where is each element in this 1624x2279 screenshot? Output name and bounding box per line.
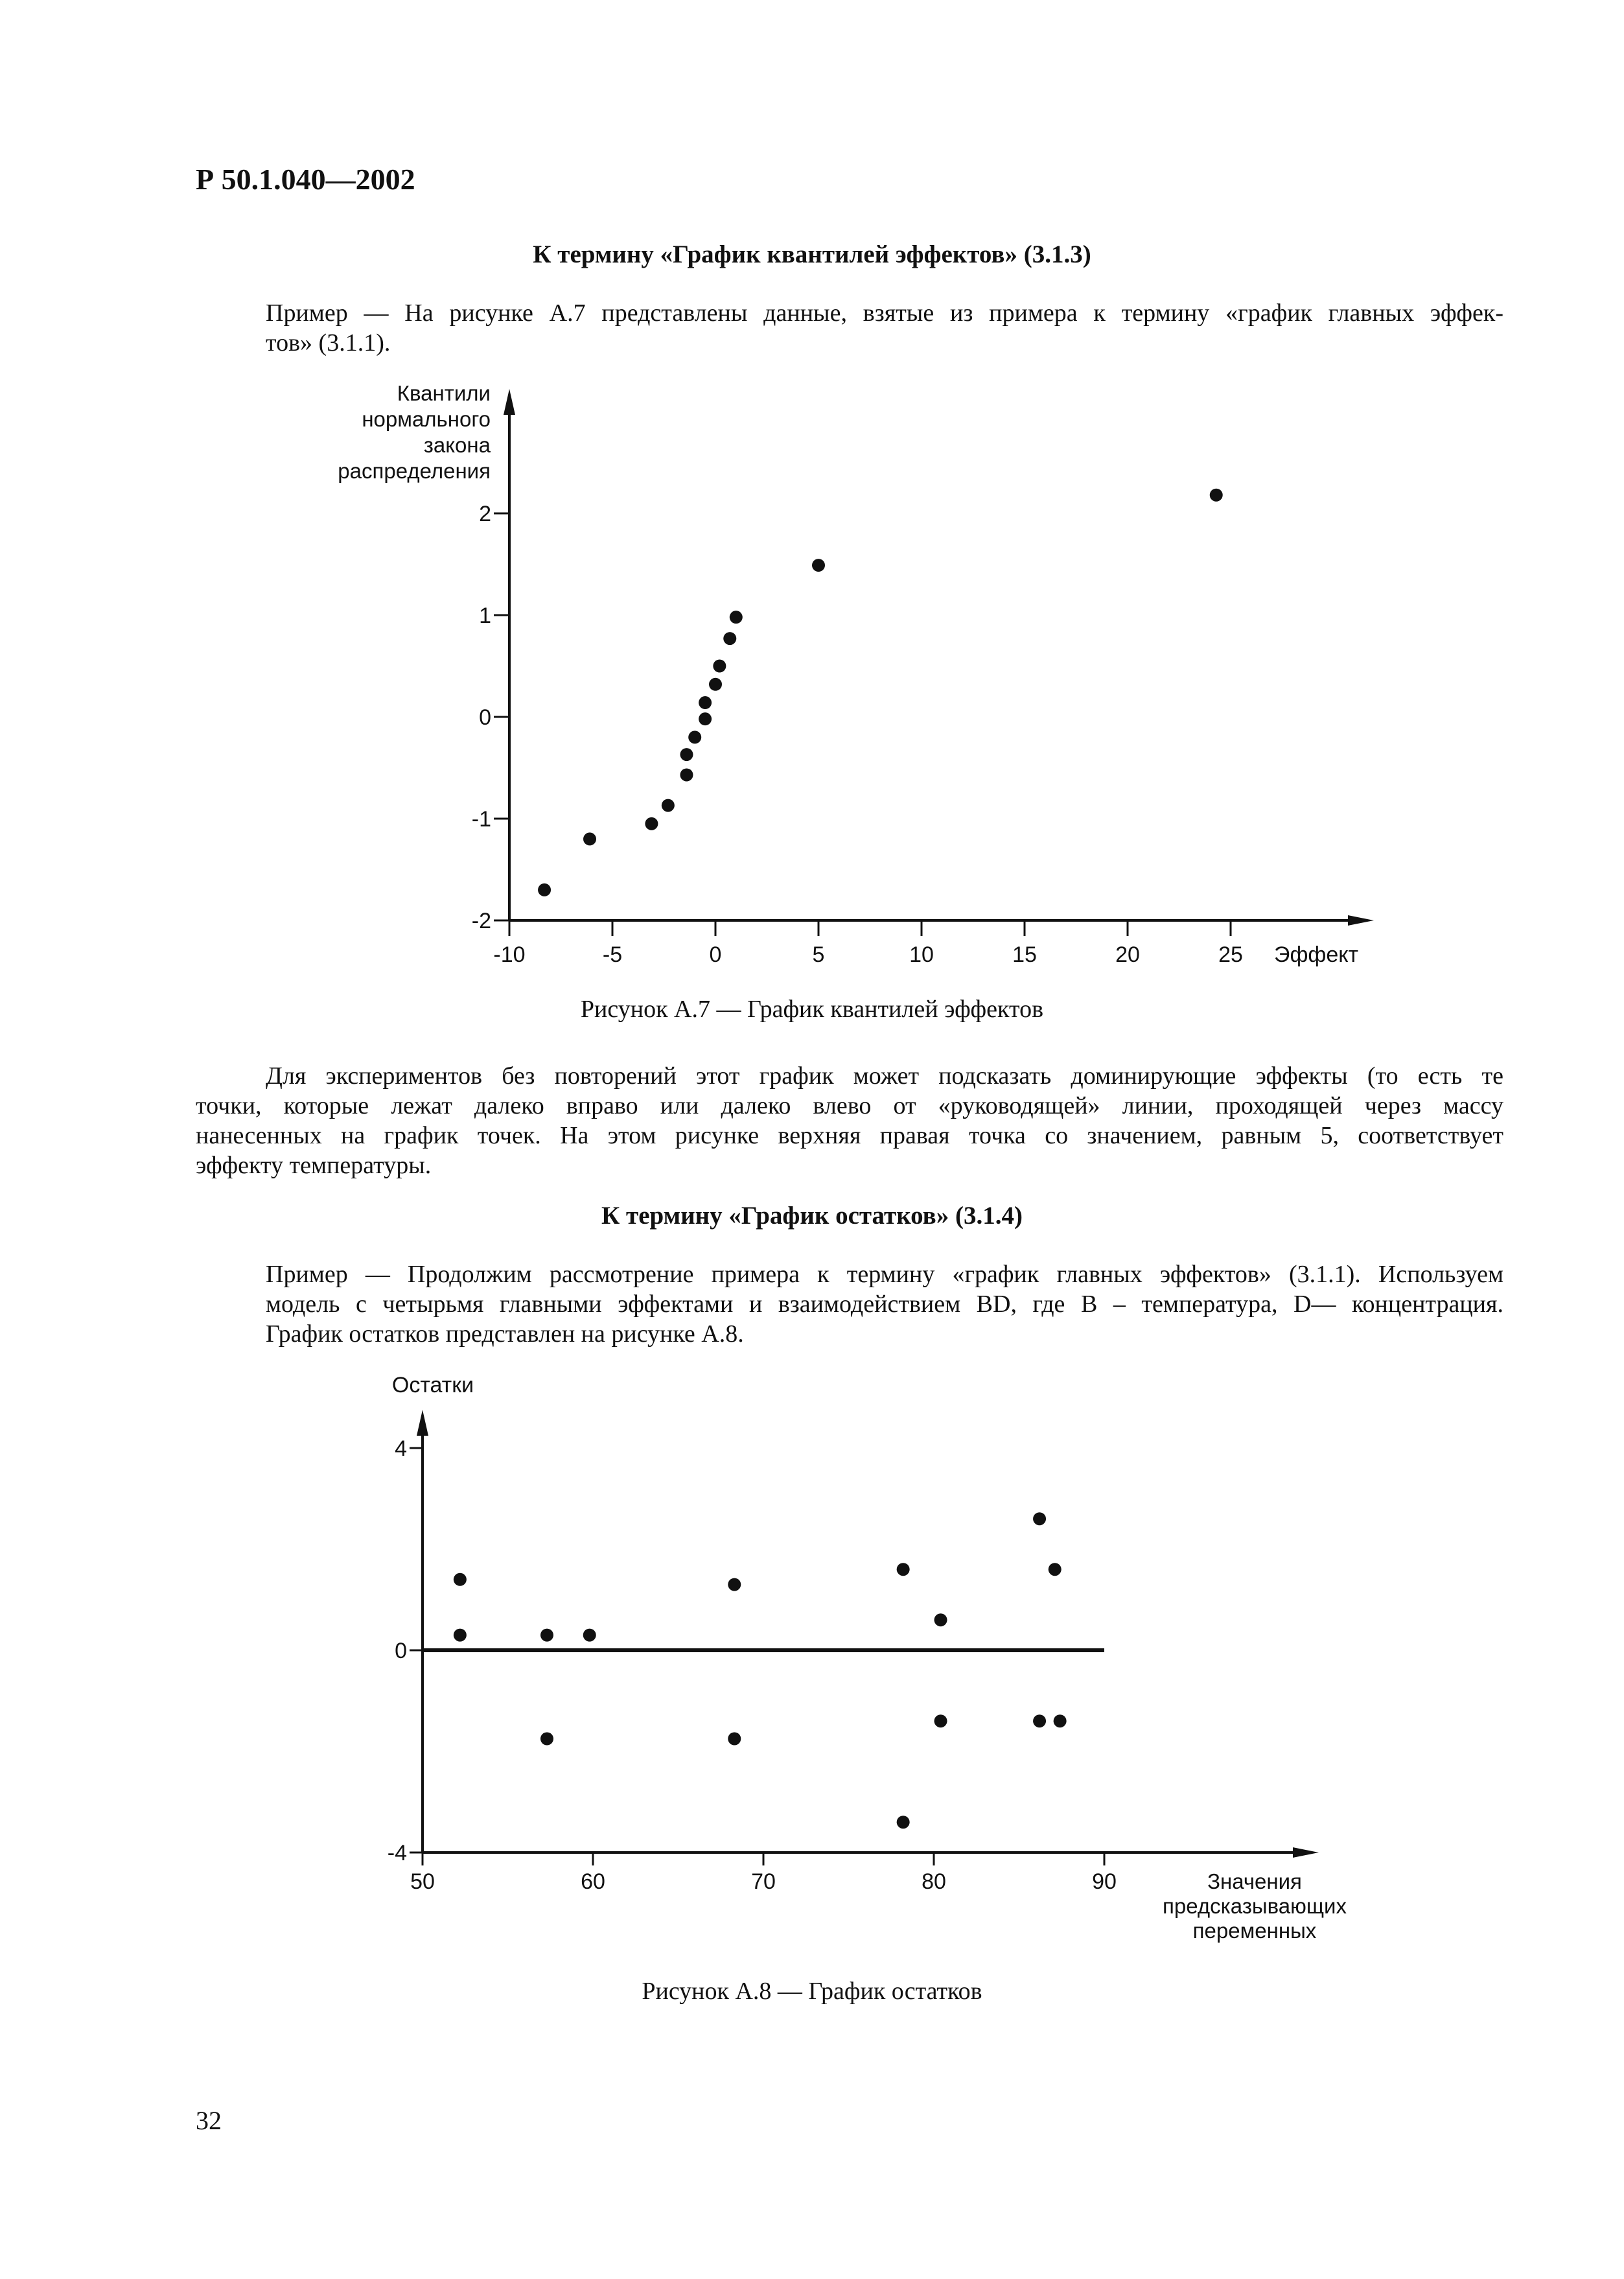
data-point [1049, 1563, 1061, 1576]
section-heading-residuals: К термину «График остатков» (3.1.4) [601, 1202, 1023, 1230]
data-point [897, 1563, 910, 1576]
data-point [897, 1816, 910, 1829]
x-axis-label: Эффект [1274, 942, 1359, 967]
y-axis-label-line: нормального [362, 407, 491, 431]
x-tick-label: 70 [751, 1869, 776, 1894]
text-line: Пример — На рисунке А.7 представлены данные, взятые из примера к термину «график главных эффек- [266, 299, 1503, 327]
x-axis-label-line: Значения [1207, 1869, 1302, 1893]
x-tick-label: 20 [1115, 942, 1140, 967]
data-point [934, 1714, 947, 1727]
text-line: точки, которые лежат далеко вправо или далеко влево от «руководящей» линии, проходящей через массу [196, 1092, 1503, 1119]
y-axis-label-line: распределения [338, 459, 491, 483]
text-line: График остатков представлен на рисунке А.8. [266, 1320, 744, 1348]
text-line: Для экспериментов без повторений этот график может подсказать доминирующие эффекты (то есть те [266, 1062, 1503, 1090]
x-tick-label: 0 [709, 942, 722, 967]
y-tick-label: -2 [471, 909, 491, 933]
y-tick-label: 1 [479, 603, 491, 628]
x-tick-label: -10 [493, 942, 526, 967]
y-tick-label: 2 [479, 502, 491, 526]
x-tick-label: 80 [922, 1869, 946, 1894]
page-number: 32 [196, 2106, 222, 2135]
x-tick-label: 25 [1218, 942, 1243, 967]
x-tick-label: 15 [1012, 942, 1037, 967]
standard-number: Р 50.1.040—2002 [196, 163, 415, 196]
y-tick-label: -1 [471, 807, 491, 832]
data-point [1033, 1714, 1046, 1727]
data-point [728, 1733, 741, 1746]
y-axis-label-line: Квантили [397, 381, 491, 405]
data-point [1054, 1714, 1067, 1727]
x-axis-label-line: переменных [1192, 1919, 1317, 1943]
y-tick-label: 0 [479, 705, 491, 730]
data-point [540, 1629, 553, 1642]
data-point [454, 1573, 467, 1586]
x-tick-label: 60 [581, 1869, 605, 1894]
x-axis-label-line: предсказывающих [1163, 1894, 1347, 1918]
y-tick-label: 0 [395, 1639, 407, 1663]
text-line: модель с четырьмя главными эффектами и взаимодействием BD, где В – температура, D— концентрация. [266, 1291, 1503, 1318]
data-point [454, 1629, 467, 1642]
y-axis-arrow [417, 1410, 428, 1436]
x-tick-label: 90 [1092, 1869, 1117, 1894]
x-tick-label: 5 [812, 942, 825, 967]
data-point [728, 1578, 741, 1591]
x-tick-label: 50 [410, 1869, 435, 1894]
data-point [934, 1613, 947, 1626]
y-axis-label: Остатки [391, 1373, 474, 1397]
text-line: эффекту температуры. [196, 1152, 432, 1179]
x-tick-label: 10 [909, 942, 934, 967]
y-tick-label: -4 [387, 1841, 407, 1865]
data-point [1033, 1512, 1046, 1525]
text-line: тов» (3.1.1). [266, 329, 391, 356]
data-point [540, 1733, 553, 1746]
data-point [583, 1629, 596, 1642]
y-axis-label-line: закона [423, 433, 491, 457]
figure-a8-caption: Рисунок А.8 — График остатков [642, 1978, 982, 2005]
figure-a7-caption: Рисунок А.7 — График квантилей эффектов [580, 996, 1044, 1023]
text-line: нанесенных на график точек. На этом рисунке верхняя правая точка со значением, равным 5, соответствует [196, 1122, 1503, 1149]
section-heading-effects-quantile: К термину «График квантилей эффектов» (3.1.3) [533, 240, 1091, 268]
x-tick-label: -5 [602, 942, 623, 967]
y-tick-label: 4 [395, 1436, 407, 1461]
x-axis-arrow [1293, 1847, 1319, 1858]
text-line: Пример — Продолжим рассмотрение примера к термину «график главных эффектов» (3.1.1). Используем [266, 1261, 1503, 1288]
